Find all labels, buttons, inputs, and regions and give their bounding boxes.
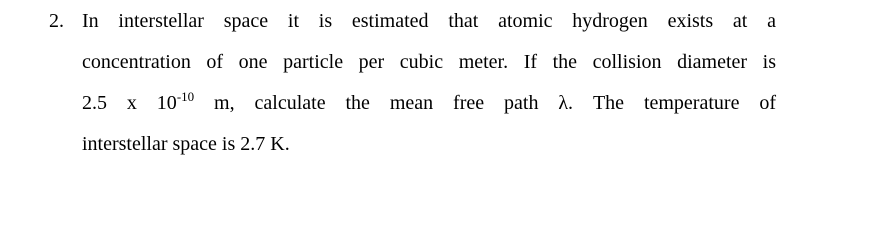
problem-text-line-3 bbox=[82, 90, 776, 116]
problem-text-line-4: interstellar space is 2.7 K. bbox=[82, 133, 290, 155]
problem-number: 2. bbox=[49, 10, 64, 32]
problem-text-line-2: concentration of one particle per cubic meter. If the collision diameter is bbox=[82, 51, 776, 73]
line3-part1: 2.5 x 10 bbox=[82, 92, 177, 114]
line3-part2: m, calculate the mean free path λ. The temperature of bbox=[194, 92, 777, 114]
problem-text-line-1: In interstellar space it is estimated that atomic hydrogen exists at a bbox=[82, 10, 776, 32]
exponent: -10 bbox=[176, 89, 195, 104]
